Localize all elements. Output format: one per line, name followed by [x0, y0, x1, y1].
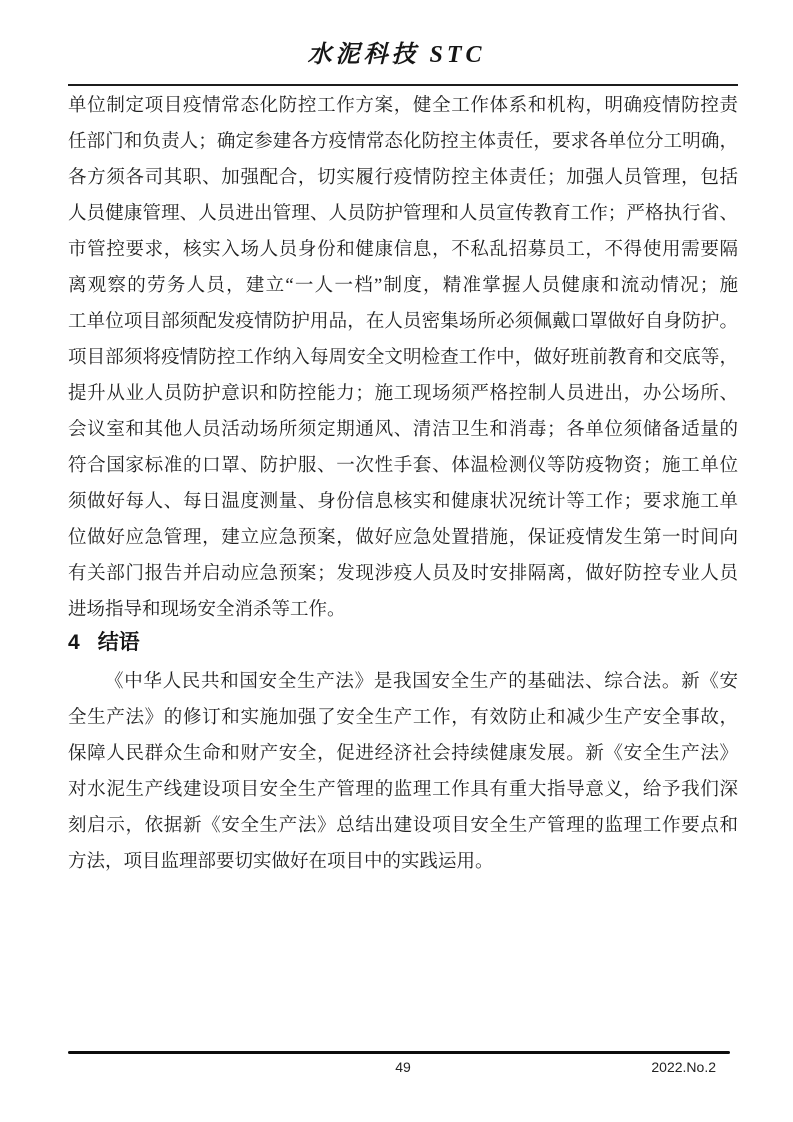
- text-line: 全生产法》的修订和实施加强了安全生产工作，有效防止和减少生产安全事故，: [68, 708, 738, 728]
- text-line: 符合国家标准的口罩、防护服、一次性手套、体温检测仪等防疫物资；施工单位: [68, 456, 738, 476]
- text-line: 项目部须将疫情防控工作纳入每周安全文明检查工作中，做好班前教育和交底等，: [68, 348, 738, 368]
- text-line: 刻启示，依据新《安全生产法》总结出建设项目安全生产管理的监理工作要点和: [68, 816, 738, 836]
- text-line: 对水泥生产线建设项目安全生产管理的监理工作具有重大指导意义，给予我们深: [68, 780, 738, 800]
- text-line: 《中华人民共和国安全生产法》是我国安全生产的基础法、综合法。新《安: [105, 672, 738, 692]
- text-line: 须做好每人、每日温度测量、身份信息核实和健康状况统计等工作；要求施工单: [68, 492, 738, 512]
- section-number: 4: [68, 631, 80, 654]
- section-title: 结语: [97, 631, 140, 654]
- footer-rule: [68, 1051, 730, 1054]
- text-line: 提升从业人员防护意识和防控能力；施工现场须严格控制人员进出，办公场所、: [68, 384, 738, 404]
- header-rule: [68, 84, 738, 86]
- text-line: 离观察的劳务人员，建立“一人一档”制度，精准掌握人员健康和流动情况；施: [68, 276, 738, 296]
- text-line: 任部门和负责人；确定参建各方疫情常态化防控主体责任，要求各单位分工明确，: [68, 132, 738, 152]
- text-line: 方法，项目监理部要切实做好在项目中的实践运用。: [68, 852, 494, 872]
- text-line: 各方须各司其职、加强配合，切实履行疫情防控主体责任；加强人员管理，包括: [68, 168, 738, 188]
- issue-number: 2022.No.2: [651, 1059, 716, 1075]
- paragraph-conclusion: [68, 664, 738, 880]
- journal-masthead: 水泥科技 STC: [307, 42, 486, 68]
- text-line: 会议室和其他人员活动场所须定期通风、清洁卫生和消毒；各单位须储备适量的: [68, 420, 738, 440]
- text-line: 进场指导和现场安全消杀等工作。: [68, 600, 346, 620]
- page-number: 49: [395, 1059, 411, 1075]
- section-heading: [68, 626, 738, 660]
- text-line: 人员健康管理、人员进出管理、人员防护管理和人员宣传教育工作；严格执行省、: [68, 204, 738, 224]
- text-line: 单位制定项目疫情常态化防控工作方案，健全工作体系和机构，明确疫情防控责: [68, 96, 738, 116]
- text-line: 有关部门报告并启动应急预案；发现涉疫人员及时安排隔离，做好防控专业人员: [68, 564, 738, 584]
- page-footer: [68, 1056, 738, 1078]
- text-line: 保障人民群众生命和财产安全，促进经济社会持续健康发展。新《安全生产法》: [68, 744, 738, 764]
- paragraph-covid-prevention: [68, 88, 738, 628]
- text-line: 工单位项目部须配发疫情防护用品，在人员密集场所必须佩戴口罩做好自身防护。: [68, 312, 738, 332]
- text-line: 市管控要求，核实入场人员身份和健康信息，不私乱招募员工，不得使用需要隔: [68, 240, 738, 260]
- text-line: 位做好应急管理，建立应急预案，做好应急处置措施，保证疫情发生第一时间向: [68, 528, 738, 548]
